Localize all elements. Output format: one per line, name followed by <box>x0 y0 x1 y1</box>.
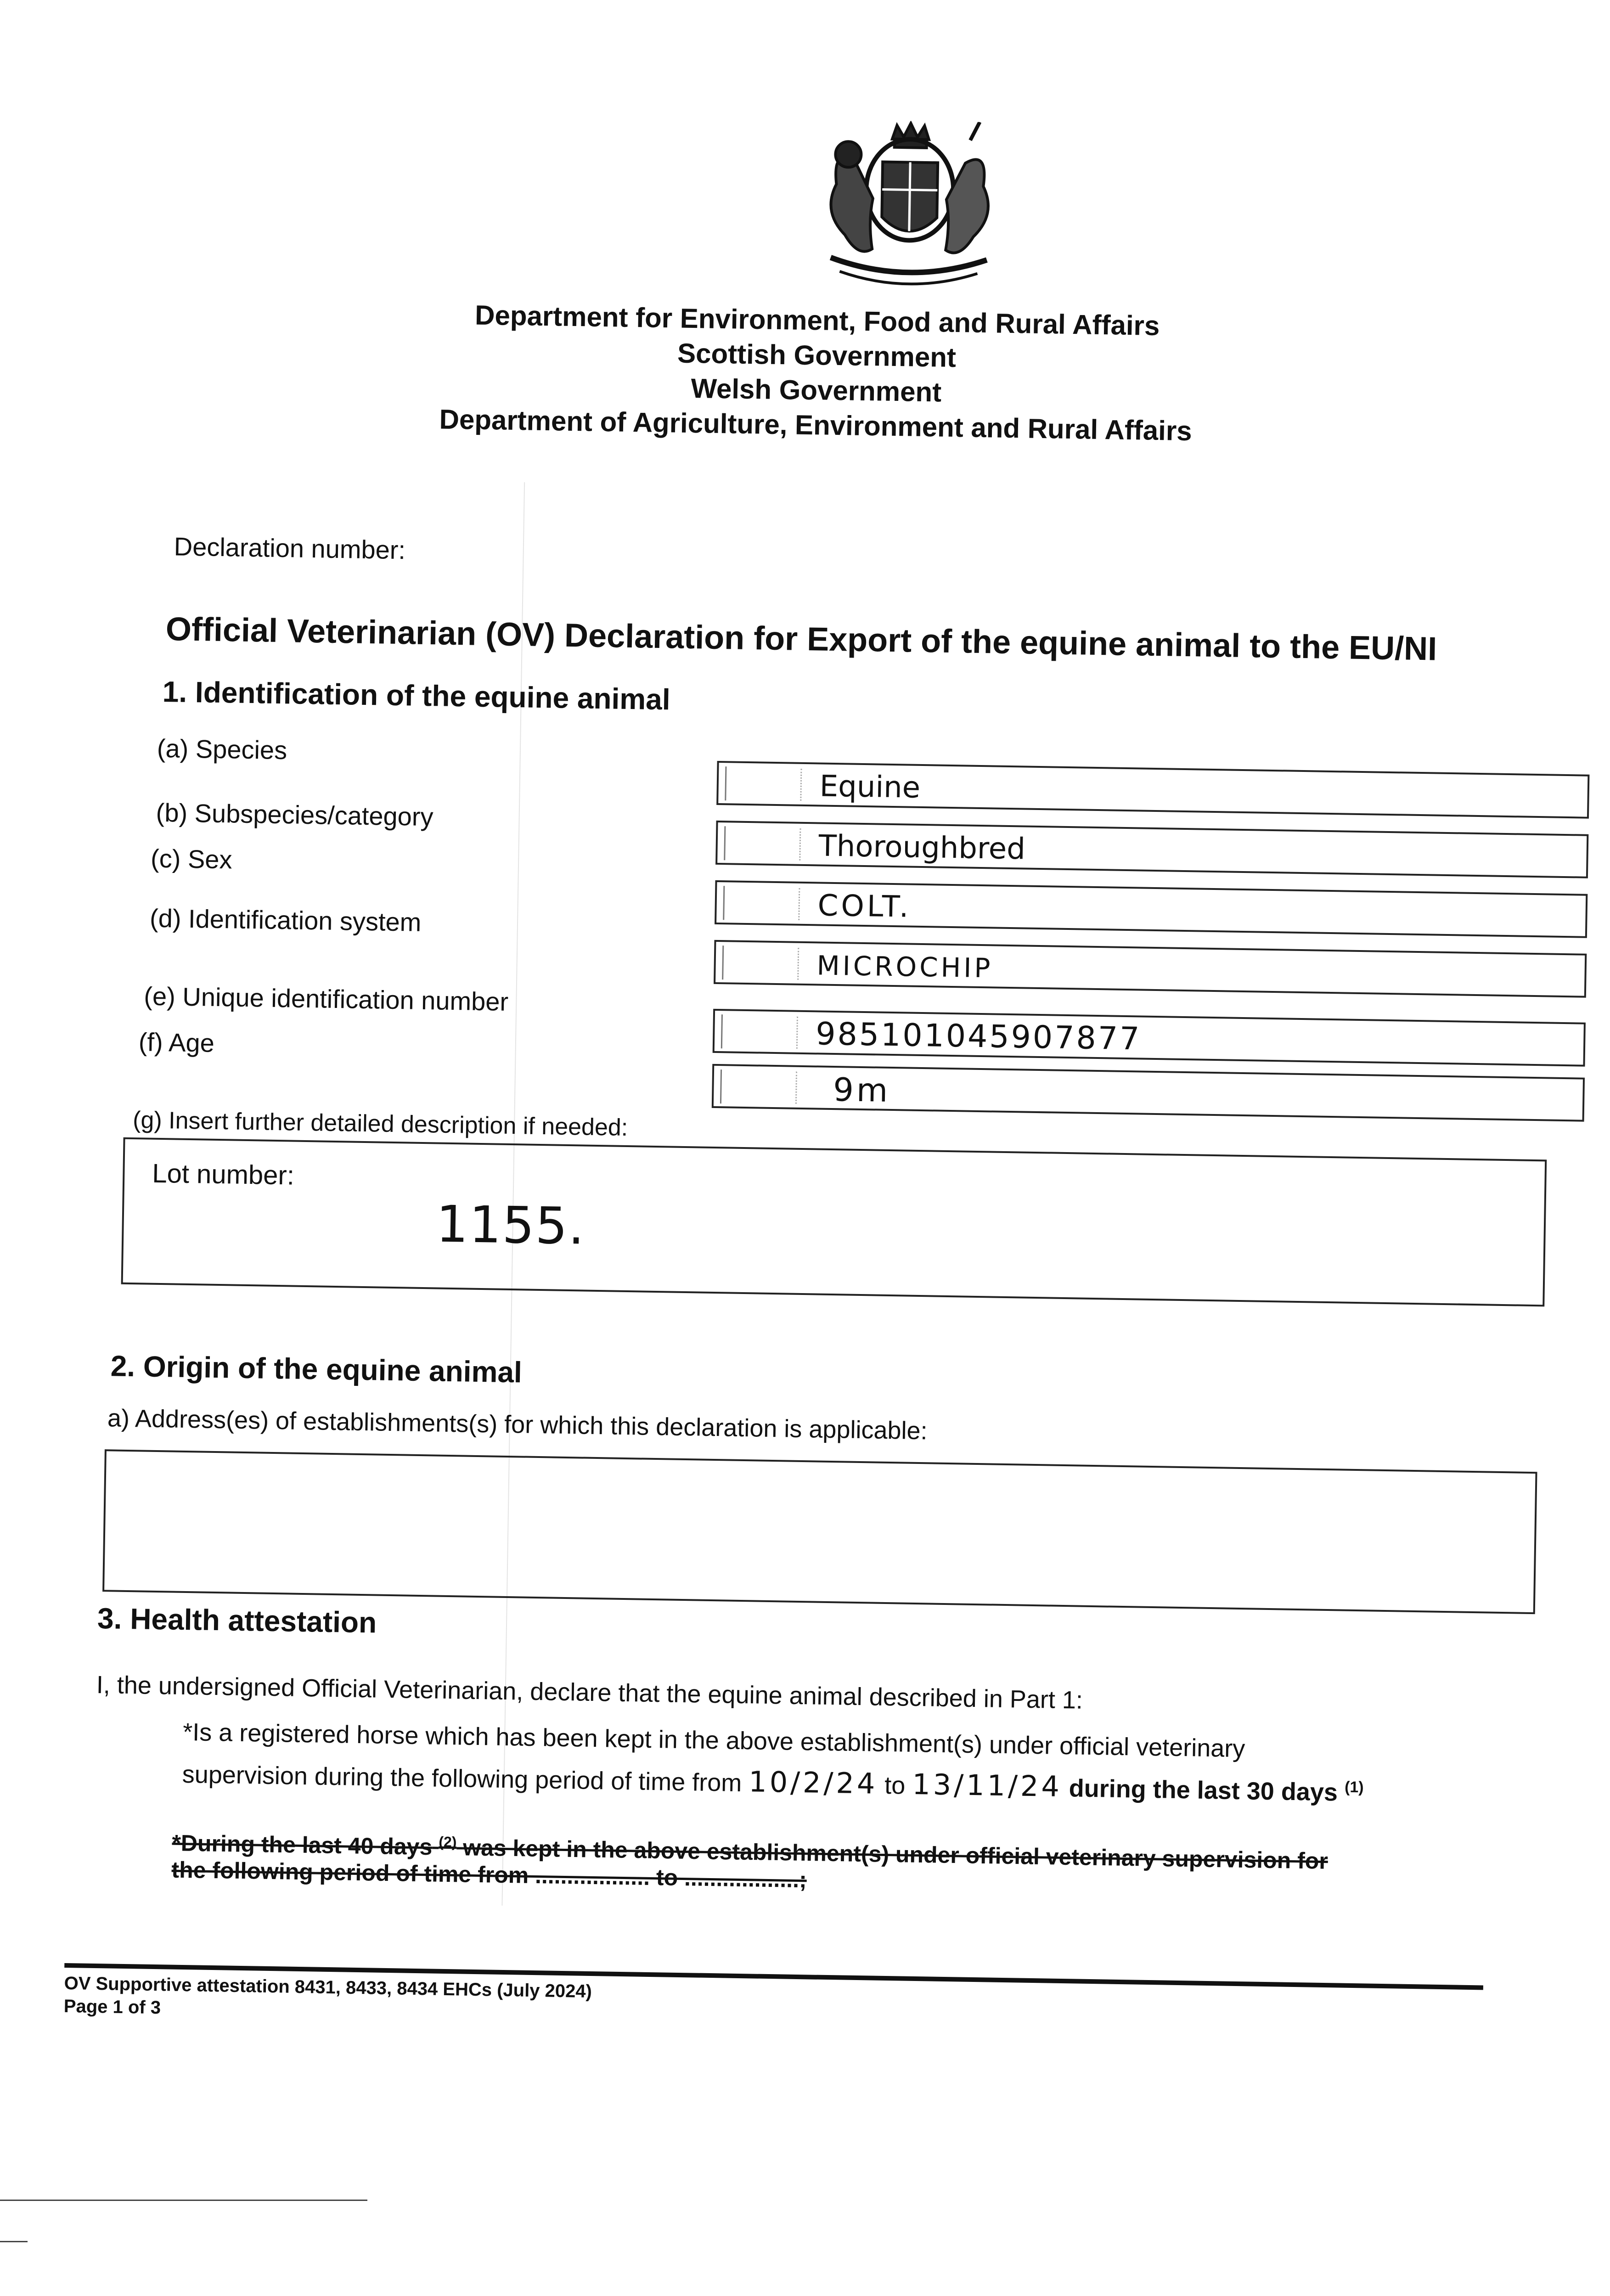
address-label: a) Address(es) of establishments(s) for which this declaration is applicable: <box>107 1404 928 1445</box>
unique-id-field[interactable] <box>713 1009 1586 1067</box>
struck-line2: the following period of time from .................. to ..................; <box>171 1857 807 1893</box>
unique-id-label: (e) Unique identification number <box>143 981 509 1016</box>
sex-label: (c) Sex <box>150 844 232 874</box>
identification-system-value: MICROCHIP <box>816 950 993 984</box>
age-value: 9m <box>833 1071 891 1109</box>
lot-number-value: 1155. <box>435 1194 586 1256</box>
date-from-value: 10/2/24 <box>748 1765 878 1801</box>
attestation-line2-to: to <box>884 1771 906 1800</box>
unique-id-value: 985101045907877 <box>815 1016 1142 1058</box>
department-line-defra: Department for Environment, Food and Rural Affairs <box>474 299 1160 341</box>
sex-value: COLT. <box>817 889 912 924</box>
attestation-line2-end: during the last 30 days <box>1069 1774 1338 1806</box>
identification-system-label: (d) Identification system <box>149 903 422 937</box>
department-line-welsh: Welsh Government <box>691 372 942 408</box>
subspecies-label: (b) Subspecies/category <box>156 798 434 832</box>
identification-system-field[interactable] <box>714 940 1587 998</box>
footnote-ref-1: (1) <box>1344 1778 1364 1796</box>
section3-heading: 3. Health attestation <box>97 1601 377 1639</box>
attestation-line2-start: supervision during the following period of time from <box>182 1760 742 1797</box>
age-label: (f) Age <box>138 1027 215 1058</box>
subspecies-field[interactable] <box>715 821 1588 878</box>
struck-line1-start: *During the last 40 days <box>172 1830 433 1860</box>
royal-coat-of-arms-icon <box>803 119 1017 297</box>
footnote-ref-2: (2) <box>439 1833 457 1851</box>
sex-field[interactable] <box>715 880 1587 938</box>
footer-page-number: Page 1 of 3 <box>63 1996 161 2018</box>
further-description-label: (g) Insert further detailed description if needed: <box>132 1107 628 1141</box>
document-title: Official Veterinarian (OV) Declaration for Export of the equine animal to the EU/NI <box>165 611 1437 668</box>
footer-attestation: OV Supportive attestation 8431, 8433, 8434 EHCs (July 2024) <box>64 1973 592 2002</box>
scan-artifact-line <box>0 2200 367 2201</box>
struck-line1-end: was kept in the above establishment(s) under official veterinary supervision for <box>462 1835 1329 1874</box>
section1-heading: 1. Identification of the equine animal <box>162 675 671 716</box>
species-value: Equine <box>819 769 921 805</box>
species-field[interactable] <box>716 761 1589 819</box>
further-description-box[interactable] <box>121 1137 1547 1307</box>
declaration-number-label: Declaration number: <box>174 532 406 565</box>
attestation-intro: I, the undersigned Official Veterinarian, declare that the equine animal described in Part 1: <box>96 1671 1083 1714</box>
department-line-daera: Department of Agriculture, Environment and Rural Affairs <box>439 404 1193 447</box>
lot-number-label: Lot number: <box>152 1158 295 1191</box>
date-to-value: 13/11/24 <box>912 1767 1063 1804</box>
section2-heading: 2. Origin of the equine animal <box>110 1349 523 1389</box>
address-box[interactable] <box>102 1449 1537 1614</box>
age-field[interactable] <box>712 1064 1585 1122</box>
subspecies-value: Thoroughbred <box>818 829 1026 867</box>
scan-artifact-mark <box>0 2241 28 2242</box>
species-label: (a) Species <box>157 733 287 765</box>
attestation-line1: *Is a registered horse which has been kept in the above establishment(s) under official veterinary <box>182 1718 1245 1763</box>
department-line-scottish: Scottish Government <box>677 338 957 373</box>
